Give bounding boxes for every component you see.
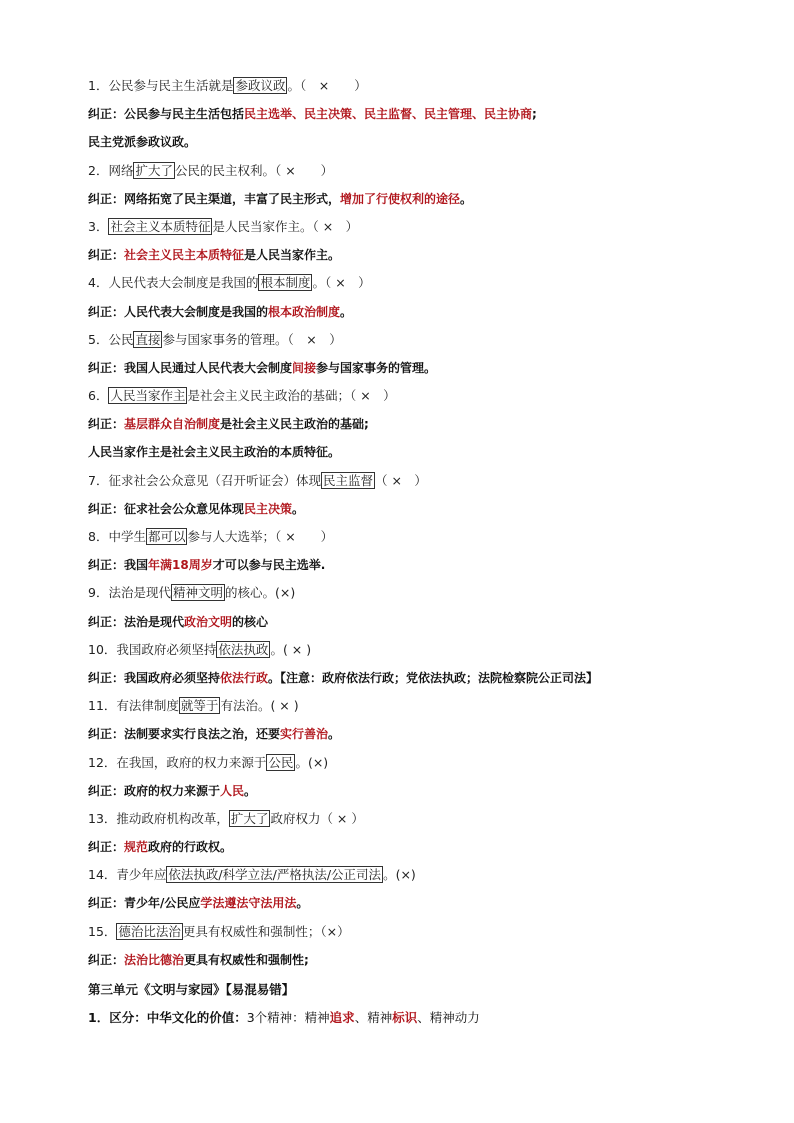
highlight-answer: 政治文明 (184, 614, 233, 629)
correction-line (88, 128, 708, 156)
correction-line (88, 551, 708, 579)
question-line (88, 269, 708, 297)
text-segment: 纠正：法制要求实行良法之治，还要 (88, 727, 281, 742)
question-number: 8． (88, 529, 109, 544)
question-text: 政府权力（ × ） (270, 810, 364, 826)
question-line (88, 467, 708, 495)
highlight-answer: 人民 (220, 783, 245, 798)
boxed-error-term: 德治比法治 (118, 923, 181, 939)
text-segment: 政府的行政权。 (148, 840, 233, 855)
highlight-answer: 实行善治 (280, 727, 329, 742)
question-number: 6． (88, 388, 109, 404)
question-number: 10． (88, 641, 117, 657)
boxed-error-term: 就等于 (180, 698, 219, 714)
text-segment: 纠正：人民代表大会制度是我国的 (88, 304, 269, 319)
question-number: 14． (88, 867, 117, 883)
correction-line (88, 720, 708, 748)
question-number: 15． (88, 923, 117, 939)
boxed-error-term: 直接 (135, 331, 161, 347)
question-text: 是社会主义民主政治的基础；（ × ） (187, 388, 396, 404)
correction-line (88, 946, 708, 974)
text-segment: 纠正：征求社会公众意见体现 (88, 501, 245, 516)
boxed-error-term: 根本制度 (260, 275, 311, 291)
question-line (88, 918, 708, 946)
text-segment: 。 (460, 191, 473, 206)
question-line (88, 326, 708, 354)
text-segment: 纠正：公民参与民主生活包括 (88, 107, 245, 122)
question-line (88, 636, 708, 664)
text-segment: 人民当家作主是社会主义民主政治的本质特征。 (88, 445, 341, 460)
boxed-error-term: 都可以 (147, 529, 186, 544)
text-segment: 纠正： (88, 248, 125, 263)
text-segment: 纠正：政府的权力来源于 (88, 783, 221, 798)
text-segment: 1．区分：中华文化的价值： (88, 1010, 247, 1026)
question-number: 13． (88, 810, 117, 826)
question-text: 更具有权威性和强制性；（×） (182, 923, 350, 939)
highlight-answer: 规范 (124, 840, 149, 855)
text-segment: 。 (296, 896, 309, 911)
highlight-answer: 间接 (292, 360, 317, 375)
correction-line (88, 438, 708, 466)
highlight-answer: 增加了行使权利的途径 (340, 191, 461, 206)
highlight-answer: 民主选举、民主决策、民主监督、民主管理、民主协商 (244, 107, 533, 122)
correction-line (88, 833, 708, 861)
text-segment: 。 (340, 304, 353, 319)
boxed-error-term: 依法执政/科学立法/严格执法/公正司法 (168, 867, 382, 883)
text-segment: 、精神 (354, 1010, 393, 1026)
correction-line (88, 777, 708, 805)
boxed-error-term: 扩大了 (230, 810, 269, 826)
question-number: 5． (88, 331, 109, 347)
question-text: 公民 (108, 331, 134, 347)
text-segment: 。 (328, 727, 341, 742)
highlight-answer: 追求 (329, 1010, 355, 1026)
question-number: 2． (88, 162, 109, 178)
text-segment: 纠正：法治是现代 (88, 614, 185, 629)
correction-line (88, 889, 708, 917)
highlight-answer: 依法行政 (220, 670, 269, 685)
question-text: 。( × ) (270, 641, 312, 657)
highlight-answer: 标识 (392, 1010, 418, 1026)
question-text: 征求社会公众意见（召开听证会）体现 (108, 472, 321, 488)
question-number: 1． (88, 78, 109, 93)
correction-line (88, 410, 708, 438)
question-text: 参与人大选举；（ × ） (187, 529, 334, 544)
question-line (88, 861, 708, 889)
question-text: 网络 (108, 162, 134, 178)
question-text: 。（ × ） (312, 275, 371, 291)
text-segment: 纠正：我国人民通过人民代表大会制度 (88, 360, 293, 375)
text-segment: 参与国家事务的管理。 (316, 360, 437, 375)
correction-line (88, 100, 708, 128)
question-text: 公民参与民主生活就是 (108, 78, 234, 93)
text-segment: 纠正：青少年/公民应 (88, 896, 201, 911)
text-segment: 纠正：我国政府必须坚持 (88, 670, 221, 685)
text-segment: 纠正： (88, 417, 125, 432)
question-text: 。(×) (295, 754, 329, 770)
correction-line (88, 608, 708, 636)
text-segment: 的核心 (232, 614, 269, 629)
question-text: 法治是现代 (108, 585, 171, 601)
boxed-error-term: 民主监督 (322, 472, 373, 488)
question-text: 。（ × ） (287, 78, 367, 93)
highlight-answer: 民主决策 (244, 501, 293, 516)
question-number: 12． (88, 754, 117, 770)
question-text: 有法治。( × ) (220, 698, 299, 714)
text-segment: 。 (244, 783, 257, 798)
question-line (88, 749, 708, 777)
correction-line (88, 354, 708, 382)
question-text: 我国政府必须坚持 (116, 641, 217, 657)
boxed-error-term: 社会主义本质特征 (110, 218, 211, 234)
distinction-line (88, 1004, 708, 1032)
text-segment: 是社会主义民主政治的基础; (220, 417, 369, 432)
document-page (88, 72, 708, 1032)
question-text: 中学生 (108, 529, 146, 544)
question-number: 3． (88, 218, 109, 234)
boxed-error-term: 依法执政 (218, 641, 269, 657)
question-number: 9． (88, 585, 109, 601)
highlight-answer: 根本政治制度 (268, 304, 341, 319)
question-line (88, 382, 708, 410)
correction-line (88, 185, 708, 213)
question-text: 在我国，政府的权力来源于 (116, 754, 267, 770)
highlight-answer: 年满18周岁 (148, 558, 213, 573)
text-segment: 、精神动力 (417, 1010, 480, 1026)
text-segment: 。 (292, 501, 305, 516)
question-text: 。(×) (383, 867, 416, 883)
section-title: 第三单元《文明与家园》【易混易错】 (88, 982, 295, 997)
boxed-error-term: 精神文明 (172, 585, 223, 601)
question-number: 11． (88, 698, 117, 714)
text-segment: 纠正：网络拓宽了民主渠道，丰富了民主形式， (88, 191, 341, 206)
question-line (88, 579, 708, 607)
highlight-answer: 学法遵法守法用法 (200, 896, 297, 911)
boxed-error-term: 人民当家作主 (110, 388, 186, 404)
question-number: 4． (88, 275, 109, 291)
text-segment: 才可以参与民主选举. (212, 558, 326, 573)
boxed-error-term: 公民 (268, 754, 294, 770)
question-text: 的核心。(×) (224, 585, 296, 601)
text-segment: 纠正： (88, 840, 125, 855)
question-line (88, 72, 708, 100)
question-text: 是人民当家作主。（ × ） (212, 218, 359, 234)
boxed-error-term: 扩大了 (135, 162, 173, 178)
question-text: （ × ） (374, 472, 427, 488)
question-line (88, 213, 708, 241)
correction-line (88, 664, 708, 692)
text-segment: 民主党派参政议政。 (88, 135, 197, 150)
text-segment: 。【注意：政府依法行政；党依法执政；法院检察院公正司法】 (268, 670, 599, 685)
question-text: 推动政府机构改革， (116, 810, 229, 826)
text-segment: 纠正： (88, 952, 125, 967)
text-segment: 纠正：我国 (88, 558, 149, 573)
text-segment: ; (532, 107, 537, 122)
question-text: 人民代表大会制度是我国的 (108, 275, 259, 291)
boxed-error-term: 参政议政 (235, 78, 286, 93)
question-number: 7． (88, 472, 109, 488)
highlight-answer: 社会主义民主本质特征 (124, 248, 245, 263)
correction-line (88, 495, 708, 523)
highlight-answer: 基层群众自治制度 (124, 417, 221, 432)
question-text: 公民的民主权利。（ × ） (174, 162, 334, 178)
text-segment: 是人民当家作主。 (244, 248, 341, 263)
text-segment: 更具有权威性和强制性; (184, 952, 309, 967)
question-line (88, 805, 708, 833)
text-segment: 3个精神：精神 (246, 1010, 330, 1026)
question-line (88, 692, 708, 720)
correction-line (88, 298, 708, 326)
question-text: 参与国家事务的管理。（ × ） (162, 331, 342, 347)
question-line (88, 523, 708, 551)
question-text: 有法律制度 (116, 698, 179, 714)
question-line (88, 157, 708, 185)
correction-line (88, 241, 708, 269)
highlight-answer: 法治比德治 (124, 952, 185, 967)
question-text: 青少年应 (116, 867, 167, 883)
